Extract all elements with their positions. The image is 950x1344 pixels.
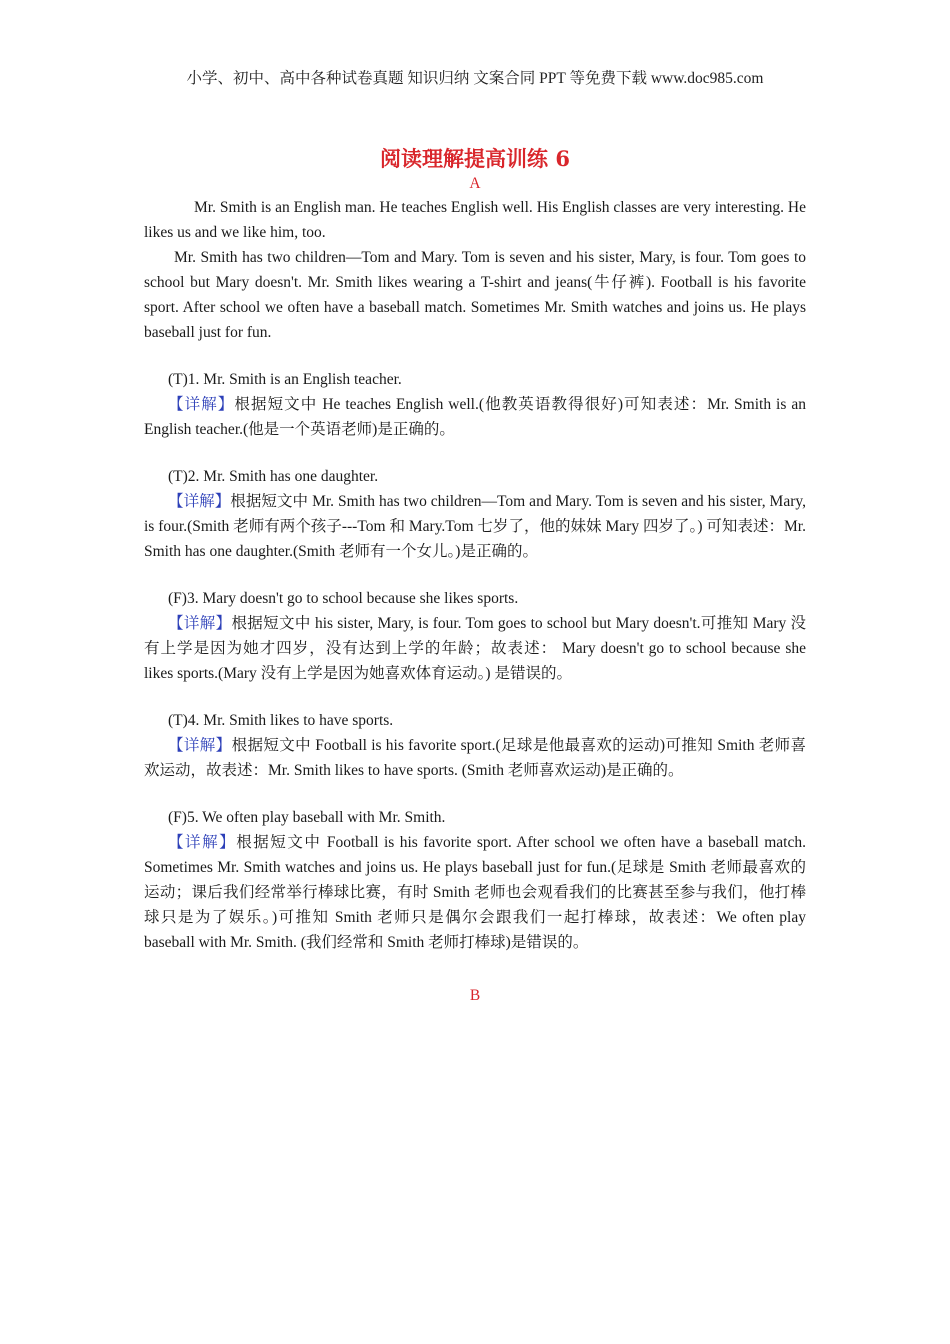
explanation-tag: 【详解】 (168, 737, 232, 754)
page-title: 阅读理解提高训练 6 (380, 146, 570, 171)
explanation-1: 【详解】根据短文中 He teaches English well.(他教英语教得很好)可知表述：Mr. Smith is an English teacher.(他是一个英语老师)是正确的。 (144, 396, 806, 438)
question-3: (F)3. Mary doesn't go to school because she likes sports. (168, 590, 519, 607)
question-2: (T)2. Mr. Smith has one daughter. (168, 468, 379, 485)
site-header: 小学、初中、高中各种试卷真题 知识归纳 文案合同 PPT 等免费下载 www.doc985.com (186, 70, 764, 87)
passage-paragraph: Mr. Smith has two children—Tom and Mary. Tom is seven and his sister, Mary, is four. Tom goes to school but Mary doesn't. Mr. Smith likes wearing a T-shirt and jeans(牛仔裤). Football is his favorite sport. After school we often have a baseball match. Sometimes Mr. Smith watches and joins us. He plays baseball just for fun. (144, 249, 806, 341)
passage-paragraph: Mr. Smith is an English man. He teaches English well. His English classes are very interesting. He likes us and we like him, too. (144, 199, 806, 241)
question-4: (T)4. Mr. Smith likes to have sports. (168, 712, 394, 729)
explanation-2: 【详解】根据短文中 Mr. Smith has two children—Tom and Mary. Tom is seven and his sister, Mary, is four.(Smith 老师有两个孩子---Tom 和 Mary.Tom 七岁了，他的妹妹 Mary 四岁了。) 可知表述：Mr. Smith has one daughter.(Smith 老师有一个女儿。)是正确的。 (144, 493, 806, 560)
explanation-4: 【详解】根据短文中 Football is his favorite sport.(足球是他最喜欢的运动)可推知 Smith 老师喜欢运动，故表述：Mr. Smith likes to have sports. (Smith 老师喜欢运动)是正确的。 (144, 737, 806, 779)
explanation-3: 【详解】根据短文中 his sister, Mary, is four. Tom goes to school but Mary doesn't.可推知 Mary 没有上学是因为她才四岁，没有达到上学的年龄；故表述： Mary doesn't go to school because she likes sports.(Mary 没有上学是因为她喜欢体育运动。) 是错误的。 (144, 615, 806, 682)
explanation-tag: 【详解】 (168, 396, 235, 413)
explanation-tag: 【详解】 (168, 493, 231, 510)
explanation-tag: 【详解】 (168, 834, 237, 851)
question-1: (T)1. Mr. Smith is an English teacher. (168, 371, 402, 388)
question-5: (F)5. We often play baseball with Mr. Smith. (168, 809, 446, 826)
section-a-label: A (469, 175, 481, 192)
section-b-label: B (469, 987, 481, 1004)
explanation-tag: 【详解】 (168, 615, 232, 632)
explanation-5: 【详解】根据短文中 Football is his favorite sport. After school we often have a baseball match. Sometimes Mr. Smith watches and joins us. He plays baseball just for fun.(足球是 Smith 老师最喜欢的运动；课后我们经常举行棒球比赛，有时 Smith 老师也会观看我们的比赛甚至参与我们，他打棒球只是为了娱乐。)可推知 Smith 老师只是偶尔会跟我们一起打棒球，故表述：We often play baseball with Mr. Smith. (我们经常和 Smith 老师打棒球)是错误的。 (144, 834, 806, 951)
document-body (144, 145, 806, 1007)
